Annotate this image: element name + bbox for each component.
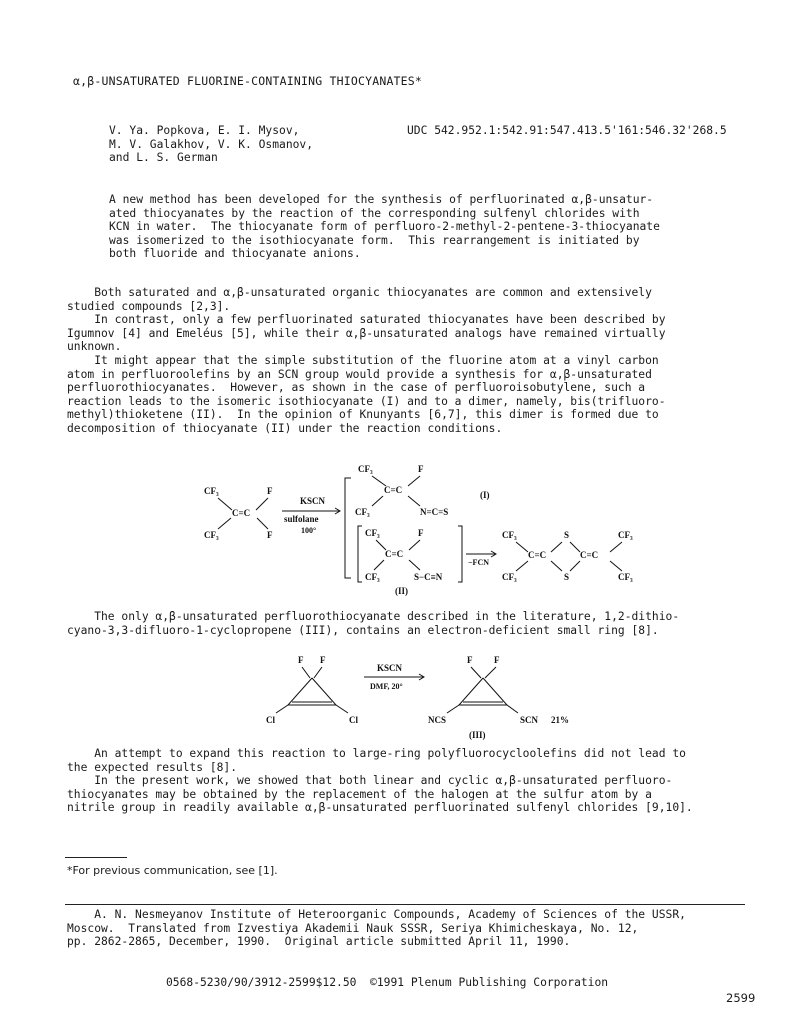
product1-f: F: [418, 464, 424, 474]
reactant-f-top: F: [267, 486, 273, 496]
author-line: and L. S. German: [109, 151, 218, 165]
body-line: cyano-3,3-difluoro-1-cyclopropene (III), contains an electron-deficient small ring [8].: [67, 623, 659, 637]
body-text-intro: [67, 286, 666, 436]
author-line: V. Ya. Popkova, E. I. Mysov,: [109, 124, 300, 137]
product3-ncs: NCS: [428, 715, 447, 725]
reactant2-f-right: F: [320, 655, 326, 665]
product3-scn: SCN: [520, 715, 539, 725]
reaction-scheme-1: [0, 460, 807, 620]
dimer-cf3-bottom-right: CF₃: [618, 572, 633, 582]
abstract-line: A new method has been developed for the synthesis of perfluorinated α,β-unsatur-: [109, 193, 654, 206]
affiliation-block: [67, 908, 686, 949]
reactant-f-bottom: F: [267, 530, 273, 540]
body-line: the expected results [8].: [67, 760, 238, 774]
product3-f-left: F: [467, 655, 473, 665]
product1-double-bond: C=C: [384, 485, 403, 495]
abstract-line: was isomerized to the isothiocyanate form. This rearrangement is initiated by: [109, 233, 640, 247]
reactant2-cl-left: Cl: [266, 715, 275, 725]
dimer-cf3-top-left: CF₃: [502, 530, 517, 540]
body-line: reaction leads to the isomeric isothiocyanate (I) and to a dimer, namely, bis(trifluoro-: [67, 394, 666, 408]
affiliation-rule: [65, 904, 745, 905]
affiliation-line: A. N. Nesmeyanov Institute of Heteroorganic Compounds, Academy of Sciences of the USSR,: [67, 908, 686, 921]
abstract-line: ated thiocyanates by the reaction of the corresponding sulfenyl chlorides with: [109, 206, 640, 220]
intermediate-double-bond: C=C: [385, 549, 404, 559]
product1-cf3: CF₃: [358, 464, 373, 474]
product1-isothiocyanate: N=C=S: [420, 507, 449, 517]
dimer-s-bottom: S: [564, 572, 570, 582]
author-list: [109, 124, 313, 165]
copyright-line: 0568-5230/90/3912-2599$12.50 ©1991 Plenum Publishing Corporation: [166, 976, 609, 989]
compound-label-I: (I): [480, 490, 490, 500]
footnote: *For previous communication, see [1].: [67, 864, 278, 877]
body-line: unknown.: [67, 340, 122, 354]
elimination-fcn: −FCN: [468, 558, 489, 567]
reagent-temperature: 100°: [301, 526, 317, 535]
udc-code: UDC 542.952.1:542.91:547.413.5'161:546.32'268.5: [407, 124, 727, 137]
body-line: atom in perfluoroolefins by an SCN group would provide a synthesis for α,β-unsaturated: [67, 367, 652, 381]
body-line: thiocyanates may be obtained by the replacement of the halogen at the sulfur atom by a: [67, 787, 652, 801]
body-line: The only α,β-unsaturated perfluorothiocyanate described in the literature, 1,2-dithio-: [67, 610, 680, 623]
dimer-s-top: S: [564, 530, 570, 540]
body-line: decomposition of thiocyanate (II) under the reaction conditions.: [67, 421, 503, 435]
body-line: Igumnov [4] and Emeléus [5], while their α,β-unsaturated analogs have remained virtually: [67, 326, 666, 340]
reactant2-cl-right: Cl: [349, 715, 358, 725]
footnote-rule: [65, 857, 127, 858]
author-line: M. V. Galakhov, V. K. Osmanov,: [109, 137, 314, 151]
reactant-cf3-bottom: CF₃: [204, 530, 219, 540]
reagent2-conditions: DMF, 20°: [370, 682, 403, 691]
dimer-double-bond-left: C=C: [528, 550, 547, 560]
reactant-cf3-top: CF₃: [204, 486, 219, 496]
reagent-solvent: sulfolane: [284, 514, 319, 524]
affiliation-line: Moscow. Translated from Izvestiya Akademii Nauk SSSR, Seriya Khimicheskaya, No. 12,: [67, 921, 639, 935]
body-text-present-work: [67, 747, 693, 815]
compound-label-III: (III): [469, 730, 486, 740]
product3-yield: 21%: [551, 715, 569, 725]
product3-f-right: F: [494, 655, 500, 665]
intermediate-thiocyanate: S−C≡N: [414, 572, 443, 582]
affiliation-line: pp. 2862-2865, December, 1990. Original article submitted April 11, 1990.: [67, 935, 571, 949]
reagent2-kscn: KSCN: [377, 663, 403, 673]
body-line: Both saturated and α,β-unsaturated organic thiocyanates are common and extensively: [67, 286, 652, 299]
intermediate-cf3: CF₃: [365, 528, 380, 538]
abstract: [109, 193, 660, 261]
body-line: perfluorothiocyanates. However, as shown in the case of perfluoroisobutylene, such a: [67, 381, 646, 395]
page-number: 2599: [726, 991, 756, 1005]
dimer-cf3-bottom-left: CF₃: [502, 572, 517, 582]
reactant2-f-left: F: [298, 655, 304, 665]
body-line: In the present work, we showed that both linear and cyclic α,β-unsaturated perfluoro-: [67, 774, 673, 788]
body-line: An attempt to expand this reaction to large-ring polyfluorocycloolefins did not lead to: [67, 747, 686, 760]
body-line: studied compounds [2,3].: [67, 299, 231, 313]
dimer-double-bond-right: C=C: [580, 550, 599, 560]
article-title: α,β-UNSATURATED FLUORINE-CONTAINING THIOCYANATES*: [73, 74, 423, 88]
dimer-cf3-top-right: CF₃: [618, 530, 633, 540]
body-line: nitrile group in readily available α,β-unsaturated perfluorinated sulfenyl chlorides [9,10].: [67, 801, 693, 815]
reactant-double-bond: C=C: [232, 508, 251, 518]
abstract-line: KCN in water. The thiocyanate form of perfluoro-2-methyl-2-pentene-3-thiocyanate: [109, 220, 660, 234]
product1-cf3-lower: CF₃: [355, 507, 370, 517]
body-line: methyl)thioketene (II). In the opinion of Knunyants [6,7], this dimer is formed due to: [67, 408, 659, 422]
reagent-kscn: KSCN: [300, 496, 326, 506]
intermediate-f: F: [418, 528, 424, 538]
compound-label-II: (II): [395, 586, 408, 596]
body-text-cyclopropene: [67, 610, 679, 637]
body-line: In contrast, only a few perfluorinated saturated thiocyanates have been described by: [67, 313, 666, 327]
intermediate-cf3-lower: CF₃: [365, 572, 380, 582]
reaction-scheme-2: [0, 650, 807, 745]
abstract-line: both fluoride and thiocyanate anions.: [109, 247, 361, 261]
body-line: It might appear that the simple substitution of the fluorine atom at a vinyl carbon: [67, 353, 659, 367]
